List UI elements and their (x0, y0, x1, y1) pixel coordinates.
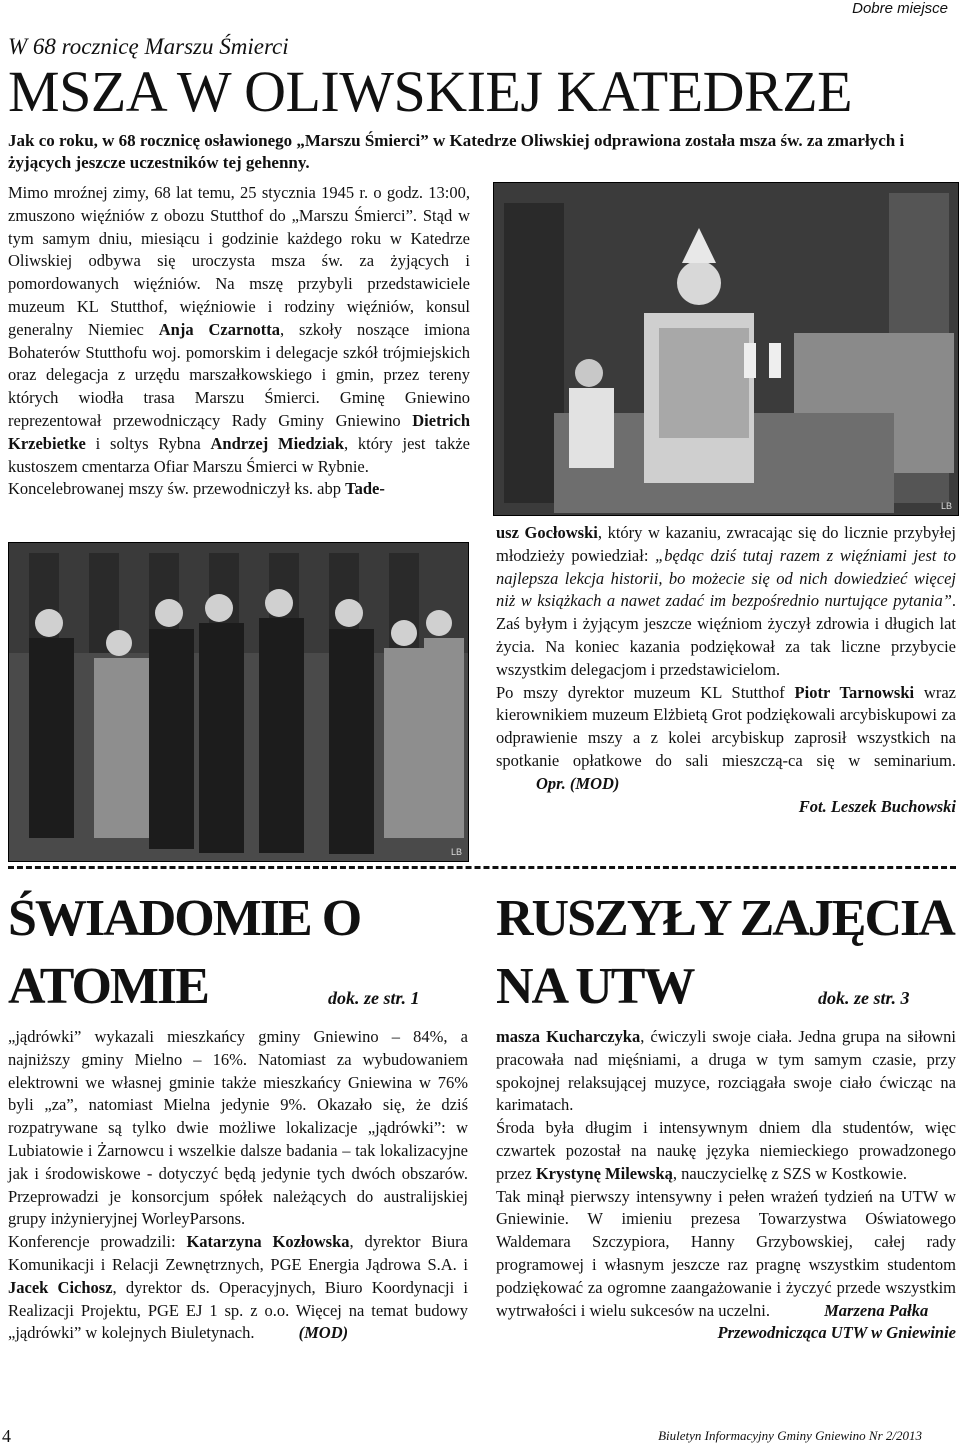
article3-body (496, 1026, 956, 1345)
section-tag: Dobre miejsce (852, 0, 948, 17)
person-name: Piotr Tarnowski (794, 682, 915, 702)
paragraph: masza Kucharczyka, ćwiczyli swoje ciała. Jedna grupa na siłowni pracowała nad mięśniami, a druga w tym samym czasie, przy spokojnej relaksującej muzyce, rozciągała swoje ciało ćwicząc na karimatach. (496, 1027, 956, 1115)
paragraph: Konferencje prowadzili: Katarzyna Kozłowska, dyrektor Biura Komunikacji i Relacji Zewnętrznych, PGE Energia Jądrowa S.A. i Jacek Cichosz, dyrektor ds. Operacyjnych, Biuro Koordynacji i Realizacji Projektu, PGE EJ 1 sp. z o.o. Więcej na temat budowy „jądrówki” w kolejnych Biuletynach. (MOD) (8, 1232, 468, 1343)
person-name: Krystynę Milewską (535, 1163, 673, 1183)
paragraph: „jądrówki” wykazali mieszkańcy gminy Gniewino – 84%, a najniższy gminy Mielno – 16%. Natomiast za wybudowaniem elektrowni we własnej gminie także mieszkańcy Gniewina w 76% byli „za”, natomiast Mielna jedynie 9%. Okazało się, że dziś rozpatrywane są tylko dwie możliwe lokalizacje „jądrówki”: w Lubiatowie i Żarnowcu i wszelkie dalsze badania – tak lokalizacyjne jak i środowiskowe - dotyczyć będą jedynie tych dwóch obszarów. Przeprowadzi je konsorcjum spółek należących do australijskiej grupy inżynieryjnej WorleyParsons. (8, 1027, 468, 1229)
person-name: Anja Czarnotta (158, 319, 280, 339)
person-name: Katarzyna Kozłowska (186, 1232, 350, 1252)
paragraph: Środa była długim i intensywnym dniem dla studentów, więc czwartek pozostał na naukę języka niemieckiego prowadzonego przez Krystynę Milewską, nauczycielkę z SZS w Kostkowie. (496, 1118, 956, 1183)
paragraph: usz Gocłowski, który w kazaniu, zwracając się do licznie przybyłej młodzieży powiedział: „będąc dziś tutaj razem z więźniami jest to najlepsza lekcja historii, bo możecie się od nich dowiedzieć więcej niż w książkach a nawet zadać im bezpośrednio nurtujące pytania”. Zaś byłym i żyjącym jeszcze więźniom życzył zdrowia i długich lat życia. Na koniec kazania podziękował za tak liczne przybycie wszystkim delegacjom i przedstawicielom. (496, 523, 957, 679)
author-name: Marzena Pałka (824, 1300, 929, 1320)
photo-illustration (494, 183, 958, 515)
article2-title-line1: ŚWIADOMIE O (8, 890, 361, 947)
article2-continued: dok. ze str. 1 (328, 988, 420, 1008)
photo-archbishop-pulpit (493, 182, 959, 516)
photo-credit-mark: LB (940, 501, 952, 511)
article-signature: Opr. (MOD) (536, 773, 620, 793)
person-name: Andrzej Miedziak (210, 433, 344, 453)
person-name: Tade- (345, 479, 385, 499)
paragraph: Tak minął pierwszy intensywny i pełen wrażeń tydzień na UTW w Gniewinie. W imieniu prezesa Towarzystwa Oświatowego Waldemara Szczypiora, Hanny Grzybowskiej, całej rady programowej i własnym jeszcze raz pragnę wszystkim studentom podziękować za ogromne zaangażowanie i życzyć przede wszystkim wytrwałości i wielu sukcesów na uczelni. Marzena Pałka (496, 1186, 956, 1320)
article-kicker: W 68 rocznicę Marszu Śmierci (8, 34, 289, 59)
article2-body (8, 1026, 468, 1345)
article-title: MSZA W OLIWSKIEJ KATEDRZE (8, 59, 853, 124)
person-name: masza Kucharczyka (496, 1027, 641, 1046)
article-body-left (8, 182, 470, 501)
quote: „będąc dziś tutaj razem z więźniami jest to najlepsza lekcja historii, bo możecie się od nich dowiedzieć więcej niż w książkach a nawet zadać im bezpośrednio nurtujące pytania” (496, 545, 957, 611)
article3-title-line2: NA UTW (496, 958, 694, 1015)
person-name: Jacek Cichosz (8, 1277, 113, 1297)
publication-footer: Biuletyn Informacyjny Gminy Gniewino Nr 2/2013 (658, 1428, 922, 1443)
photo-byline: Fot. Leszek Buchowski (798, 796, 956, 816)
person-name: Dietrich Krzebietke (8, 410, 470, 453)
photo-credit-mark: LB (450, 847, 462, 857)
page-number: 4 (2, 1426, 11, 1446)
article2-title-line2: ATOMIE (8, 958, 208, 1015)
photo-group-cathedral (8, 542, 469, 862)
paragraph: Koncelebrowanej mszy św. przewodniczył ks. abp Tade- (8, 479, 385, 499)
article-lead: Jak co roku, w 68 rocznicę osławionego „Marszu Śmierci” w Katedrze Oliwskiej odprawiona została msza św. za zmarłych i żyjących jeszcze uczestników tej gehenny. (8, 131, 905, 172)
article-signature: (MOD) (298, 1323, 349, 1343)
paragraph: Mimo mroźnej zimy, 68 lat temu, 25 stycznia 1945 r. o godz. 13:00, zmuszono więźniów z obozu Stutthof do „Marszu Śmierci”. Stąd w tym samym dniu, miesiącu i godzinie każdego roku w Katedrze Oliwskiej odbywa się uroczysta msza św. za żyjących i pomordowanych więźniów. Na mszę przybyli przedstawiciele muzeum KL Stutthof, więźniowie i rodziny więźniów, konsul generalny Niemiec Anja Czarnotta, szkoły noszące imiona Bohaterów Stutthofu woj. pomorskim i delegacje szkół trójmiejskich oraz delegacja z urzędu marszałkowskiego i gmin, przez tereny których wiodła trasa Marszu Śmierci. Gminę Gniewino reprezentował przewodniczący Rady Gminy Gniewino Dietrich Krzebietke i soltys Rybna Andrzej Miedziak, który jest także kustoszem cmentarza Ofiar Marszu Śmierci w Rybnie. (8, 183, 470, 476)
author-role: Przewodnicząca UTW w Gniewinie (717, 1323, 956, 1343)
article3-title-line1: RUSZYŁY ZAJĘCIA (496, 890, 954, 947)
person-name: usz Gocłowski (496, 523, 598, 542)
section-divider (8, 866, 956, 869)
article-body-right (496, 522, 956, 818)
paragraph: Po mszy dyrektor muzeum KL Stutthof Piotr Tarnowski wraz kierownikiem muzeum Elżbietą Grot podziękowali arcybiskupowi za odprawienie mszy a z kolei arcybiskup zaprosił wszystkich na spotkanie opłatkowe do sali mieszczą-ca się w seminarium. Opr. (MOD) (496, 682, 956, 793)
article3-continued: dok. ze str. 3 (818, 988, 910, 1008)
photo-illustration (9, 543, 468, 861)
